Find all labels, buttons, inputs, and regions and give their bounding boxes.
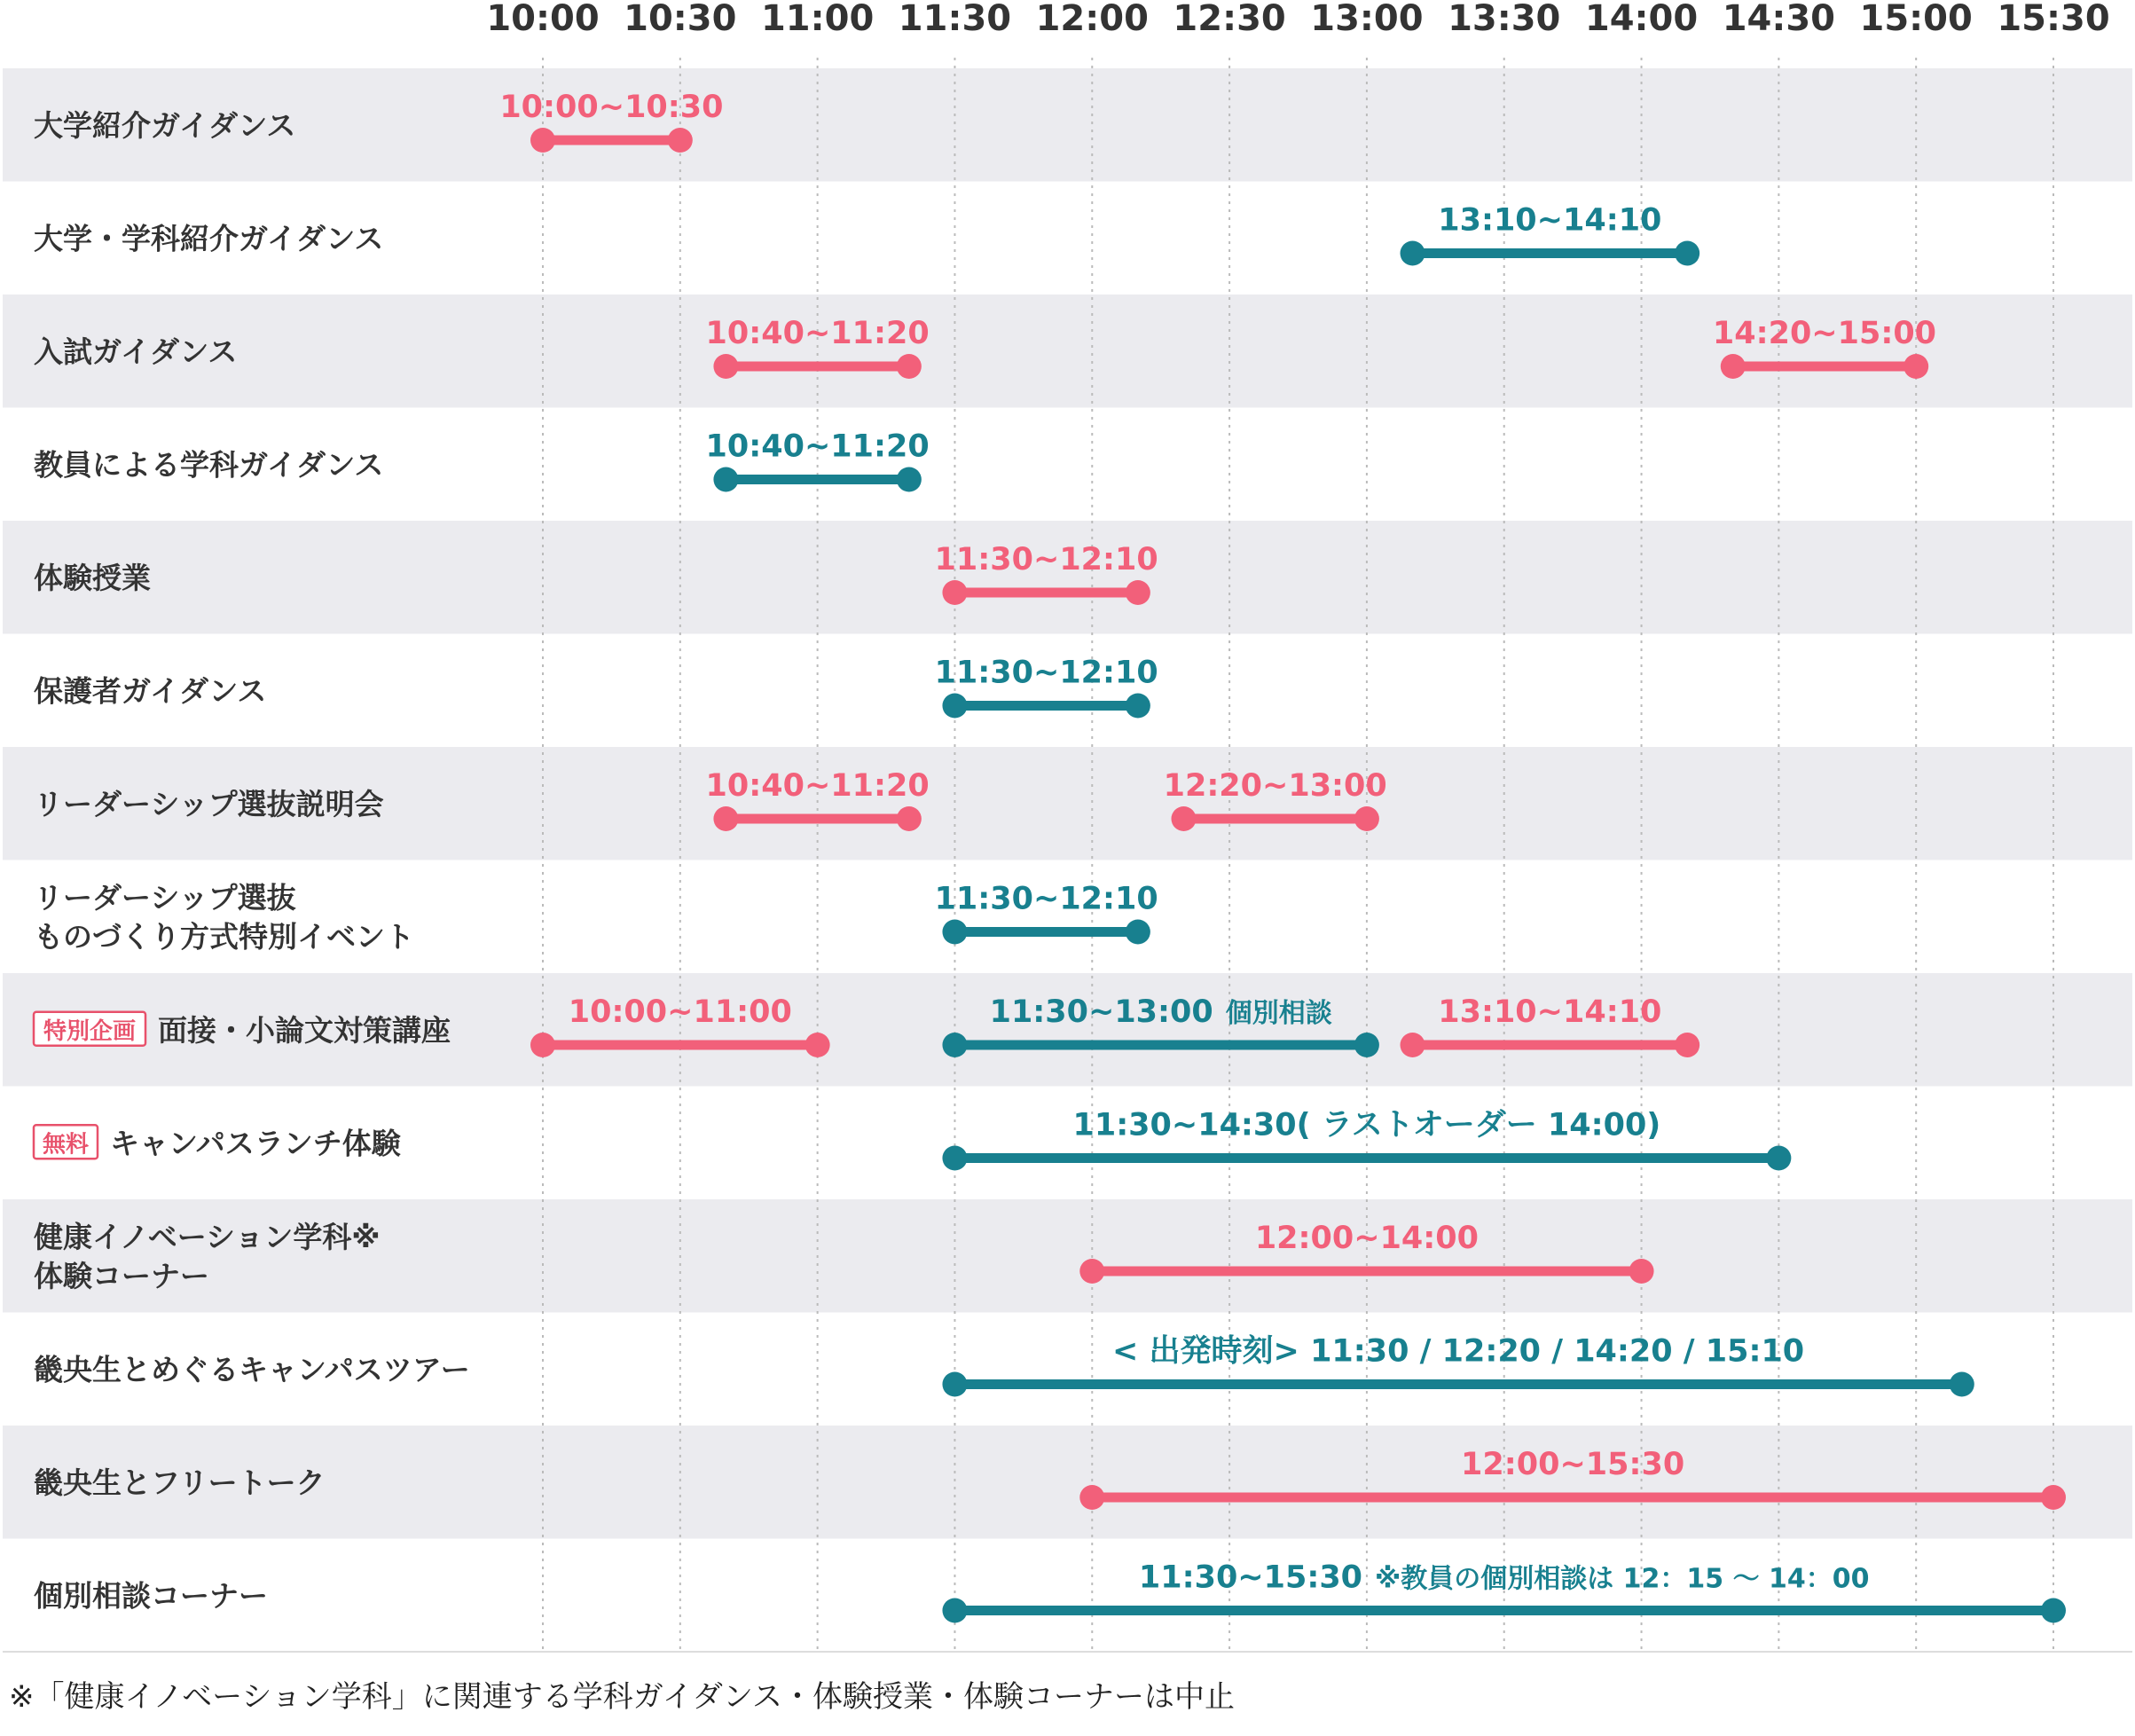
- bar-label: 13:10~14:10: [1438, 202, 1662, 239]
- bar-label: 13:10~14:10: [1438, 994, 1662, 1030]
- bar-end-dot: [1126, 694, 1150, 719]
- row-label: キャンパスランチ体験: [110, 1126, 401, 1161]
- bar-label: 11:30~12:10: [934, 542, 1158, 577]
- row-label: リーダーシップ選抜説明会: [34, 786, 384, 821]
- bar-start-dot: [942, 1146, 967, 1171]
- row-label: 教員による学科ガイダンス: [34, 447, 384, 483]
- tick-label-1130: 11:30: [898, 0, 1012, 39]
- bar-start-dot: [942, 1372, 967, 1397]
- row-label: 入試ガイダンス: [34, 334, 238, 369]
- row-label: 畿央生とフリートーク: [34, 1465, 326, 1500]
- row-label: 保護者ガイダンス: [34, 673, 267, 709]
- tick-label-1030: 10:30: [624, 0, 737, 39]
- bar-end-dot: [1354, 806, 1379, 831]
- bar-label: 11:30~12:10: [934, 655, 1158, 691]
- bar-end-dot: [897, 806, 922, 831]
- tick-label-1330: 13:30: [1448, 0, 1561, 39]
- bar-start-dot: [713, 354, 738, 379]
- bar-end-dot: [1629, 1259, 1654, 1284]
- bar-label: 10:00~10:30: [499, 90, 724, 125]
- bar-start-dot: [713, 467, 738, 492]
- bar-start-dot: [942, 1033, 967, 1057]
- tick-label-1400: 14:00: [1584, 0, 1699, 39]
- bar-end-dot: [2041, 1599, 2066, 1623]
- bar-start-dot: [530, 1033, 555, 1057]
- bar-start-dot: [713, 806, 738, 831]
- tick-label-1500: 15:00: [1859, 0, 1973, 39]
- row-label: 面接・小論文対策講座: [158, 1012, 451, 1048]
- bar-start-dot: [942, 580, 967, 605]
- tick-label-1300: 13:00: [1310, 0, 1424, 39]
- bar-label: 12:00~14:00: [1254, 1221, 1479, 1256]
- bar-start-dot: [942, 694, 967, 719]
- bar-start-dot: [942, 920, 967, 945]
- bar-start-dot: [942, 1599, 967, 1623]
- row-label: リーダーシップ選抜: [34, 880, 296, 915]
- tick-label-1230: 12:30: [1173, 0, 1286, 39]
- bar-label: 11:30~14:30( ラストオーダー 14:00): [1072, 1107, 1661, 1143]
- bar-end-dot: [1126, 920, 1150, 945]
- row-label: 体験授業: [34, 560, 151, 595]
- row-badge: 特別企画: [43, 1017, 137, 1045]
- bar-label: 14:20~15:00: [1712, 316, 1937, 351]
- row-badge: 無料: [42, 1131, 90, 1159]
- tick-label-1200: 12:00: [1035, 0, 1149, 39]
- bar-label: 10:40~11:20: [705, 316, 930, 351]
- row-label: 大学紹介ガイダンス: [34, 107, 296, 143]
- bar-start-dot: [1401, 241, 1425, 266]
- row-band: [3, 1199, 2132, 1313]
- bar-end-dot: [1903, 354, 1928, 379]
- bar-label: < 出発時刻> 11:30 / 12:20 / 14:20 / 15:10: [1112, 1333, 1805, 1370]
- bar-end-dot: [1354, 1033, 1379, 1057]
- row-band: [3, 68, 2132, 182]
- bar-label: 12:00~15:30: [1461, 1447, 1685, 1482]
- tick-label-1100: 11:00: [760, 0, 875, 39]
- bar-label: 12:20~13:00: [1163, 768, 1387, 804]
- bar-start-dot: [1079, 1485, 1104, 1510]
- bar-end-dot: [1950, 1372, 1974, 1397]
- row-label: 体験コーナー: [34, 1258, 209, 1293]
- row-label: ものづくり方式特別イベント: [34, 919, 414, 954]
- bar-end-dot: [668, 128, 693, 153]
- bar-end-dot: [1766, 1146, 1791, 1171]
- footnote: ※「健康イノベーション学科」に関連する学科ガイダンス・体験授業・体験コーナーは中止: [9, 1679, 1236, 1715]
- bar-end-dot: [1126, 580, 1150, 605]
- bar-start-dot: [1171, 806, 1196, 831]
- bar-label: 10:40~11:20: [705, 768, 930, 804]
- row-label: 個別相談コーナー: [34, 1578, 268, 1614]
- bar-start-dot: [1721, 354, 1746, 379]
- bar-start-dot: [530, 128, 555, 153]
- row-label: 健康イノベーション学科※: [34, 1219, 381, 1254]
- tick-label-1430: 14:30: [1722, 0, 1836, 39]
- bar-end-dot: [2041, 1485, 2066, 1510]
- bar-end-dot: [897, 467, 922, 492]
- bar-label: 11:30~15:30 ※教員の個別相談は 12：15 ～ 14：00: [1138, 1559, 1870, 1596]
- bar-end-dot: [805, 1033, 830, 1057]
- bar-end-dot: [1675, 241, 1699, 266]
- row-label: 大学・学科紹介ガイダンス: [34, 221, 384, 256]
- tick-label-1000: 10:00: [486, 0, 600, 39]
- row-label: 畿央生とめぐるキャンパスツアー: [34, 1352, 470, 1387]
- tick-label-1530: 15:30: [1997, 0, 2110, 39]
- bar-label: 10:00~11:00: [568, 994, 792, 1030]
- bar-label: 11:30~12:10: [934, 881, 1158, 917]
- bar-label: 10:40~11:20: [705, 428, 930, 465]
- bar-label: 11:30~13:00 個別相談: [989, 994, 1332, 1030]
- bar-start-dot: [1401, 1033, 1425, 1057]
- bar-end-dot: [897, 354, 922, 379]
- bar-start-dot: [1079, 1259, 1104, 1284]
- bar-end-dot: [1675, 1033, 1699, 1057]
